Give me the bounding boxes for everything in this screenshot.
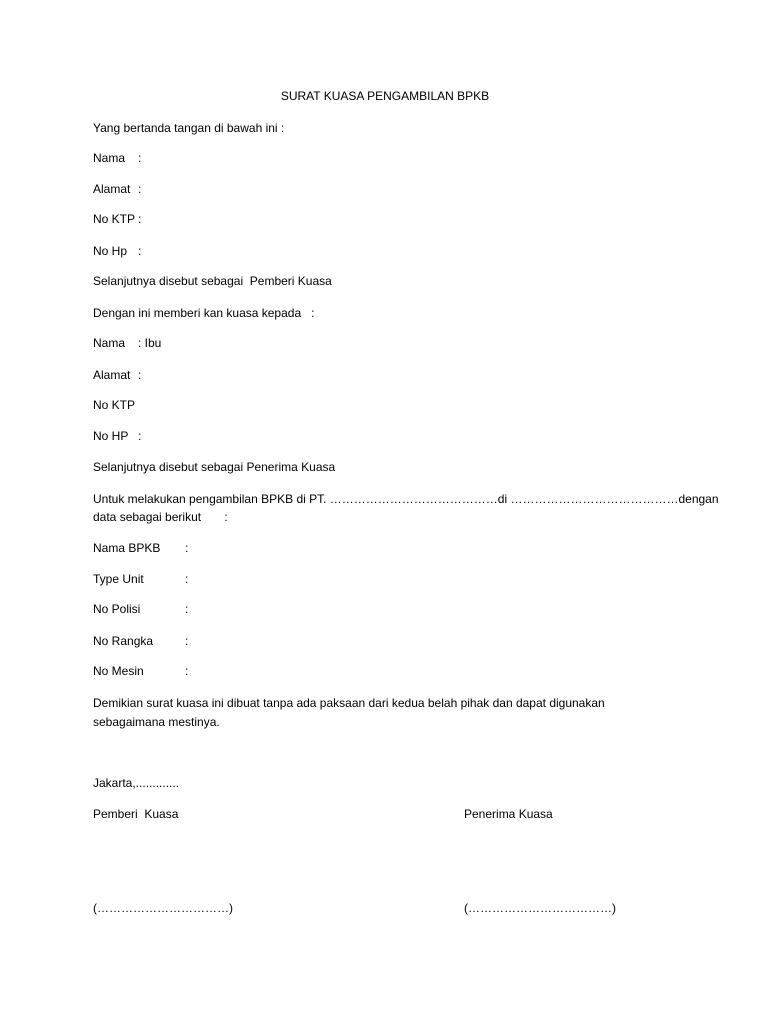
place-date: Jakarta,............. [93,776,180,790]
pemberi-hp-label: No Hp [93,244,128,258]
kuasa-intro: Dengan ini memberi kan kuasa kepada : [93,306,315,320]
closing-line-1: Demikian surat kuasa ini dibuat tanpa ada paksaan dari kedua belah pihak dan dapat digunakan [93,696,605,710]
bpkb-rangka-label: No Rangka [93,634,154,648]
purpose-line-2: data sebagai berikut : [93,510,228,524]
pemberi-alamat-label: Alamat [93,182,131,196]
penerima-nama-sep: : Ibu [138,336,162,350]
bpkb-polisi-row [93,602,188,616]
pemberi-alamat-row [93,182,141,196]
pemberi-nama-row [93,151,141,165]
pemberi-hp-row [93,244,141,258]
bpkb-mesin-label: No Mesin [93,664,144,678]
sign-left-label: Pemberi Kuasa [93,807,179,821]
penerima-alamat-sep: : [138,368,142,382]
pemberi-ktp-label: No KTP [93,212,136,226]
bpkb-type-sep: : [185,572,189,586]
intro-text: Yang bertanda tangan di bawah ini : [93,121,285,135]
penerima-hp-row [93,429,141,443]
pemberi-nama-label: Nama [93,151,126,165]
bpkb-nama-sep: : [185,541,189,555]
bpkb-type-row [93,572,188,586]
pemberi-alamat-sep: : [138,182,142,196]
bpkb-mesin-row [93,664,188,678]
closing-line-2: sebagaimana mestinya. [93,715,220,729]
pemberi-ktp-row [93,212,141,226]
purpose-line-1: Untuk melakukan pengambilan BPKB di PT. ……………………………………di ……………………………………dengan [93,492,719,506]
penerima-hp-label: No HP [93,429,129,443]
penerima-ktp-label: No KTP [93,398,136,412]
document-title: SURAT KUASA PENGAMBILAN BPKB [280,89,490,103]
sign-right-blank: (………………………………) [464,901,616,915]
bpkb-type-label: Type Unit [93,572,144,586]
sign-left-blank: (……………………………) [93,901,233,915]
bpkb-rangka-row [93,634,188,648]
bpkb-mesin-sep: : [185,664,189,678]
penerima-nama-label: Nama [93,336,126,350]
penerima-nama-row [93,336,161,350]
pemberi-note: Selanjutnya disebut sebagai Pemberi Kuasa [93,274,332,288]
bpkb-polisi-label: No Polisi [93,602,141,616]
pemberi-ktp-sep: : [138,212,142,226]
penerima-hp-sep: : [138,429,142,443]
bpkb-nama-label: Nama BPKB [93,541,161,555]
bpkb-rangka-sep: : [185,634,189,648]
pemberi-hp-sep: : [138,244,142,258]
penerima-alamat-label: Alamat [93,368,131,382]
sign-right-label: Penerima Kuasa [464,807,553,821]
bpkb-nama-row [93,541,188,555]
penerima-note: Selanjutnya disebut sebagai Penerima Kuasa [93,460,336,474]
penerima-ktp-row [93,398,135,412]
pemberi-nama-sep: : [138,151,142,165]
bpkb-polisi-sep: : [185,602,189,616]
penerima-alamat-row [93,368,141,382]
